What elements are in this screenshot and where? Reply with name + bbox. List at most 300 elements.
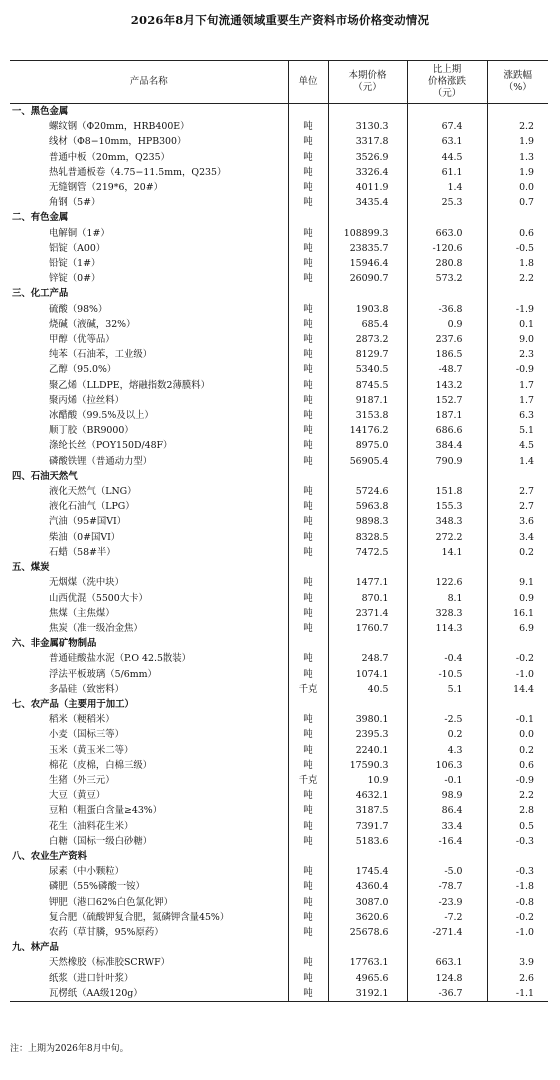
percent-cell: -0.8 xyxy=(487,895,548,910)
table-row xyxy=(10,119,548,134)
category-row xyxy=(10,697,548,712)
product-name: 棉花（皮棉，白棉三级） xyxy=(49,759,153,771)
empty-cell xyxy=(487,286,548,301)
price-cell: 1074.1 xyxy=(328,667,407,682)
unit-cell: 吨 xyxy=(288,895,328,910)
empty-cell xyxy=(487,940,548,955)
change-cell: -7.2 xyxy=(407,910,487,925)
table-row xyxy=(10,743,548,758)
price-cell: 1477.1 xyxy=(328,575,407,590)
percent-cell: 5.1 xyxy=(487,423,548,438)
product-name: 白糖（国标一级白砂糖） xyxy=(49,835,153,847)
percent-cell: 9.0 xyxy=(487,332,548,347)
table-row xyxy=(10,621,548,636)
percent-cell: 0.0 xyxy=(487,727,548,742)
product-name: 线材（Φ8−10mm，HPB300） xyxy=(49,136,187,148)
empty-cell xyxy=(487,104,548,120)
price-cell: 3435.4 xyxy=(328,195,407,210)
change-cell: -271.4 xyxy=(407,925,487,940)
category-name: 七、农产品（主要用于加工） xyxy=(12,698,134,710)
empty-cell xyxy=(288,469,328,484)
percent-cell: 2.8 xyxy=(487,803,548,818)
category-name: 二、有色金属 xyxy=(12,212,69,224)
price-cell: 3153.8 xyxy=(328,408,407,423)
price-table xyxy=(10,60,548,1002)
product-name: 液化石油气（LPG） xyxy=(49,501,135,513)
empty-cell xyxy=(407,697,487,712)
empty-cell xyxy=(487,210,548,225)
category-name: 五、煤炭 xyxy=(12,562,50,574)
price-cell: 8328.5 xyxy=(328,530,407,545)
table-row xyxy=(10,332,548,347)
percent-cell: 3.9 xyxy=(487,955,548,970)
price-cell: 7391.7 xyxy=(328,819,407,834)
category-name: 四、石油天然气 xyxy=(12,470,78,482)
price-cell: 2371.4 xyxy=(328,606,407,621)
table-row xyxy=(10,910,548,925)
change-cell: -36.8 xyxy=(407,302,487,317)
change-cell: 348.3 xyxy=(407,514,487,529)
change-cell: 98.9 xyxy=(407,788,487,803)
product-name: 硫酸（98%） xyxy=(49,303,108,315)
percent-cell: 0.0 xyxy=(487,180,548,195)
product-name: 涤纶长丝（POY150D/48F） xyxy=(49,440,173,452)
percent-cell: -0.9 xyxy=(487,773,548,788)
percent-cell: 0.5 xyxy=(487,819,548,834)
empty-cell xyxy=(288,560,328,575)
table-header-row xyxy=(10,61,548,104)
change-cell: 0.2 xyxy=(407,727,487,742)
table-row xyxy=(10,819,548,834)
price-cell: 248.7 xyxy=(328,651,407,666)
percent-cell: -1.1 xyxy=(487,986,548,1002)
percent-cell: 2.7 xyxy=(487,499,548,514)
price-cell: 26090.7 xyxy=(328,271,407,286)
unit-cell: 吨 xyxy=(288,575,328,590)
product-name: 玉米（黄玉米二等） xyxy=(49,744,134,756)
table-row xyxy=(10,606,548,621)
category-row xyxy=(10,469,548,484)
empty-cell xyxy=(407,286,487,301)
table-row xyxy=(10,484,548,499)
table-row xyxy=(10,226,548,241)
change-cell: 8.1 xyxy=(407,591,487,606)
page-title: 2026年8月下旬流通领域重要生产资料市场价格变动情况 xyxy=(130,13,430,27)
price-cell: 15946.4 xyxy=(328,256,407,271)
header-price-change: 比上期 价格涨跌 （元） xyxy=(407,61,487,104)
change-cell: 663.0 xyxy=(407,226,487,241)
percent-cell: -0.3 xyxy=(487,834,548,849)
change-cell: 143.2 xyxy=(407,378,487,393)
unit-cell: 吨 xyxy=(288,195,328,210)
price-cell: 14176.2 xyxy=(328,423,407,438)
change-cell: 152.7 xyxy=(407,393,487,408)
price-cell: 17763.1 xyxy=(328,955,407,970)
product-name: 无缝钢管（219*6，20#） xyxy=(49,182,163,194)
price-cell: 10.9 xyxy=(328,773,407,788)
change-cell: 384.4 xyxy=(407,438,487,453)
product-name: 大豆（黄豆） xyxy=(49,790,106,802)
price-cell: 23835.7 xyxy=(328,241,407,256)
table-row xyxy=(10,514,548,529)
percent-cell: 1.3 xyxy=(487,150,548,165)
price-cell: 3192.1 xyxy=(328,986,407,1002)
price-cell: 5724.6 xyxy=(328,484,407,499)
unit-cell: 吨 xyxy=(288,332,328,347)
change-cell: 280.8 xyxy=(407,256,487,271)
product-name: 稻米（粳稻米） xyxy=(49,714,115,726)
percent-cell: 0.1 xyxy=(487,317,548,332)
category-row xyxy=(10,286,548,301)
price-cell: 25678.6 xyxy=(328,925,407,940)
percent-cell: 6.3 xyxy=(487,408,548,423)
unit-cell: 吨 xyxy=(288,119,328,134)
product-name: 顺丁胶（BR9000） xyxy=(49,425,134,437)
header-change-percent: 涨跌幅 （%） xyxy=(487,61,548,104)
change-cell: -10.5 xyxy=(407,667,487,682)
change-cell: -120.6 xyxy=(407,241,487,256)
percent-cell: 1.7 xyxy=(487,393,548,408)
change-cell: 790.9 xyxy=(407,454,487,469)
unit-cell: 吨 xyxy=(288,743,328,758)
product-name: 普通硅酸盐水泥（P.O 42.5散装） xyxy=(49,653,192,665)
empty-cell xyxy=(407,849,487,864)
product-name: 多晶硅（致密料） xyxy=(49,683,125,695)
table-row xyxy=(10,438,548,453)
percent-cell: 0.6 xyxy=(487,758,548,773)
price-cell: 5340.5 xyxy=(328,362,407,377)
unit-cell: 吨 xyxy=(288,454,328,469)
price-cell: 3526.9 xyxy=(328,150,407,165)
percent-cell: 3.6 xyxy=(487,514,548,529)
table-row xyxy=(10,651,548,666)
table-row xyxy=(10,667,548,682)
unit-cell: 吨 xyxy=(288,727,328,742)
change-cell: 237.6 xyxy=(407,332,487,347)
price-cell: 8975.0 xyxy=(328,438,407,453)
percent-cell: 0.2 xyxy=(487,743,548,758)
unit-cell: 吨 xyxy=(288,910,328,925)
table-row xyxy=(10,925,548,940)
table-row xyxy=(10,378,548,393)
table-row xyxy=(10,575,548,590)
change-cell: 25.3 xyxy=(407,195,487,210)
price-cell: 9187.1 xyxy=(328,393,407,408)
price-cell: 1903.8 xyxy=(328,302,407,317)
unit-cell: 吨 xyxy=(288,241,328,256)
unit-cell: 千克 xyxy=(288,773,328,788)
table-row xyxy=(10,955,548,970)
header-unit: 单位 xyxy=(288,61,328,104)
percent-cell: 1.9 xyxy=(487,165,548,180)
unit-cell: 吨 xyxy=(288,423,328,438)
table-row xyxy=(10,727,548,742)
product-name: 瓦楞纸（AA级120g） xyxy=(10,986,288,1002)
unit-cell: 吨 xyxy=(288,758,328,773)
price-cell: 17590.3 xyxy=(328,758,407,773)
product-name: 纸浆（进口针叶浆） xyxy=(49,972,134,984)
product-name: 锌锭（0#） xyxy=(49,273,101,285)
category-row xyxy=(10,210,548,225)
price-cell: 3326.4 xyxy=(328,165,407,180)
empty-cell xyxy=(407,560,487,575)
empty-cell xyxy=(328,104,407,120)
unit-cell: 吨 xyxy=(288,150,328,165)
unit-cell: 吨 xyxy=(288,484,328,499)
product-name: 小麦（国标三等） xyxy=(49,729,125,741)
unit-cell: 吨 xyxy=(288,393,328,408)
header-product-name: 产品名称 xyxy=(10,61,288,104)
change-cell: 573.2 xyxy=(407,271,487,286)
product-name: 聚丙烯（拉丝料） xyxy=(49,394,125,406)
change-cell: 114.3 xyxy=(407,621,487,636)
empty-cell xyxy=(407,940,487,955)
product-name: 角钢（5#） xyxy=(49,197,101,209)
product-name: 柴油（0#国VI） xyxy=(49,531,121,543)
empty-cell xyxy=(288,636,328,651)
table-row xyxy=(10,591,548,606)
table-row xyxy=(10,971,548,986)
percent-cell: 4.5 xyxy=(487,438,548,453)
category-name: 三、化工产品 xyxy=(12,288,69,300)
table-row xyxy=(10,454,548,469)
unit-cell: 吨 xyxy=(288,864,328,879)
price-cell: 2395.3 xyxy=(328,727,407,742)
table-row xyxy=(10,317,548,332)
change-cell: 151.8 xyxy=(407,484,487,499)
percent-cell: -1.9 xyxy=(487,302,548,317)
unit-cell: 吨 xyxy=(288,955,328,970)
price-cell: 4632.1 xyxy=(328,788,407,803)
percent-cell: 0.6 xyxy=(487,226,548,241)
empty-cell xyxy=(487,697,548,712)
table-row xyxy=(10,682,548,697)
price-cell: 1745.4 xyxy=(328,864,407,879)
empty-cell xyxy=(487,560,548,575)
empty-cell xyxy=(328,469,407,484)
product-name: 石蜡（58#半） xyxy=(49,546,116,558)
change-cell: -23.9 xyxy=(407,895,487,910)
product-name: 烧碱（液碱，32%） xyxy=(49,318,136,330)
change-cell: 14.1 xyxy=(407,545,487,560)
category-row xyxy=(10,940,548,955)
unit-cell: 吨 xyxy=(288,165,328,180)
percent-cell: 0.9 xyxy=(487,591,548,606)
change-cell: 686.6 xyxy=(407,423,487,438)
empty-cell xyxy=(487,469,548,484)
unit-cell: 吨 xyxy=(288,834,328,849)
change-cell: 5.1 xyxy=(407,682,487,697)
percent-cell: -0.3 xyxy=(487,864,548,879)
product-name: 乙醇（95.0%） xyxy=(49,364,117,376)
change-cell: 187.1 xyxy=(407,408,487,423)
empty-cell xyxy=(487,636,548,651)
change-cell: 186.5 xyxy=(407,347,487,362)
percent-cell: 1.4 xyxy=(487,454,548,469)
percent-cell: -0.2 xyxy=(487,651,548,666)
product-name: 尿素（中小颗粒） xyxy=(49,866,125,878)
table-row xyxy=(10,302,548,317)
table-row xyxy=(10,773,548,788)
unit-cell: 吨 xyxy=(288,180,328,195)
product-name: 普通中板（20mm，Q235） xyxy=(49,151,170,163)
table-row xyxy=(10,499,548,514)
product-name: 甲醇（优等品） xyxy=(49,334,115,346)
change-cell: 272.2 xyxy=(407,530,487,545)
empty-cell xyxy=(288,849,328,864)
price-cell: 5963.8 xyxy=(328,499,407,514)
table-row xyxy=(10,986,548,1002)
table-body xyxy=(10,104,548,1002)
change-cell: 155.3 xyxy=(407,499,487,514)
price-cell: 9898.3 xyxy=(328,514,407,529)
empty-cell xyxy=(328,286,407,301)
category-row xyxy=(10,849,548,864)
change-cell: 67.4 xyxy=(407,119,487,134)
unit-cell: 吨 xyxy=(288,362,328,377)
price-cell: 3620.6 xyxy=(328,910,407,925)
table-row xyxy=(10,347,548,362)
product-name: 复合肥（硫酸钾复合肥，氮磷钾含量45%） xyxy=(49,911,230,923)
percent-cell: 2.2 xyxy=(487,788,548,803)
unit-cell: 吨 xyxy=(288,803,328,818)
unit-cell: 吨 xyxy=(288,712,328,727)
unit-cell: 吨 xyxy=(288,530,328,545)
empty-cell xyxy=(328,697,407,712)
change-cell: 124.8 xyxy=(407,971,487,986)
unit-cell: 吨 xyxy=(288,408,328,423)
table-row xyxy=(10,150,548,165)
product-name: 螺纹钢（Φ20mm，HRB400E） xyxy=(49,121,190,133)
price-cell: 3317.8 xyxy=(328,134,407,149)
percent-cell: -1.8 xyxy=(487,879,548,894)
table-row xyxy=(10,362,548,377)
empty-cell xyxy=(407,469,487,484)
empty-cell xyxy=(328,636,407,651)
table-row xyxy=(10,788,548,803)
unit-cell: 千克 xyxy=(288,682,328,697)
product-name: 纯苯（石油苯，工业级） xyxy=(49,349,153,361)
product-name: 浮法平板玻璃（5/6mm） xyxy=(49,668,157,680)
product-name: 钾肥（港口62%白色氯化钾） xyxy=(49,896,173,908)
price-cell: 3980.1 xyxy=(328,712,407,727)
product-name: 磷肥（55%磷酸一铵） xyxy=(49,881,145,893)
percent-cell: -0.1 xyxy=(487,712,548,727)
price-cell: 3087.0 xyxy=(328,895,407,910)
product-name: 山西优混（5500大卡） xyxy=(49,592,148,604)
unit-cell: 吨 xyxy=(288,302,328,317)
percent-cell: 1.8 xyxy=(487,256,548,271)
unit-cell: 吨 xyxy=(288,347,328,362)
unit-cell: 吨 xyxy=(288,788,328,803)
category-row xyxy=(10,636,548,651)
price-cell: 8745.5 xyxy=(328,378,407,393)
percent-cell: 2.3 xyxy=(487,347,548,362)
table-row xyxy=(10,180,548,195)
footnote: 注：上期为2026年8月中旬。 xyxy=(10,1044,129,1054)
percent-cell: -0.5 xyxy=(487,241,548,256)
percent-cell: -0.9 xyxy=(487,362,548,377)
category-name: 一、黑色金属 xyxy=(12,106,69,117)
header-current-price: 本期价格 （元） xyxy=(328,61,407,104)
change-cell: 663.1 xyxy=(407,955,487,970)
category-name: 九、林产品 xyxy=(12,942,59,954)
price-cell: 4011.9 xyxy=(328,180,407,195)
price-cell: 8129.7 xyxy=(328,347,407,362)
price-cell: 870.1 xyxy=(328,591,407,606)
price-cell: 5183.6 xyxy=(328,834,407,849)
change-cell: 122.6 xyxy=(407,575,487,590)
table-row xyxy=(10,895,548,910)
change-cell: -0.1 xyxy=(407,773,487,788)
product-name: 热轧普通板卷（4.75−11.5mm，Q235） xyxy=(49,166,227,178)
category-name: 六、非金属矿物制品 xyxy=(12,638,97,650)
change-cell: -2.5 xyxy=(407,712,487,727)
percent-cell: 2.2 xyxy=(487,119,548,134)
table-row xyxy=(10,408,548,423)
unit-cell: 吨 xyxy=(288,271,328,286)
change-cell: 86.4 xyxy=(407,803,487,818)
table-row xyxy=(10,165,548,180)
table-row xyxy=(10,864,548,879)
empty-cell xyxy=(328,210,407,225)
change-cell: 106.3 xyxy=(407,758,487,773)
percent-cell: 2.7 xyxy=(487,484,548,499)
change-cell: 328.3 xyxy=(407,606,487,621)
table-row xyxy=(10,803,548,818)
product-name: 聚乙烯（LLDPE，熔融指数2薄膜料） xyxy=(49,379,210,391)
empty-cell xyxy=(288,286,328,301)
table-row xyxy=(10,241,548,256)
change-cell: 1.4 xyxy=(407,180,487,195)
product-name: 农药（草甘膦，95%原药） xyxy=(49,926,164,938)
percent-cell: 14.4 xyxy=(487,682,548,697)
table-row xyxy=(10,393,548,408)
product-name: 豆粕（粗蛋白含量≥43%） xyxy=(49,805,163,817)
unit-cell: 吨 xyxy=(288,651,328,666)
change-cell: 44.5 xyxy=(407,150,487,165)
percent-cell: 0.7 xyxy=(487,195,548,210)
unit-cell: 吨 xyxy=(288,819,328,834)
price-cell: 4360.4 xyxy=(328,879,407,894)
unit-cell: 吨 xyxy=(288,986,328,1002)
percent-cell: 2.2 xyxy=(487,271,548,286)
unit-cell: 吨 xyxy=(288,134,328,149)
price-cell: 4965.6 xyxy=(328,971,407,986)
price-cell: 56905.4 xyxy=(328,454,407,469)
percent-cell: -1.0 xyxy=(487,925,548,940)
product-name: 无烟煤（洗中块） xyxy=(49,577,125,589)
price-cell: 7472.5 xyxy=(328,545,407,560)
product-name: 焦煤（主焦煤） xyxy=(49,607,115,619)
percent-cell: 1.9 xyxy=(487,134,548,149)
empty-cell xyxy=(487,849,548,864)
change-cell: 61.1 xyxy=(407,165,487,180)
price-cell: 40.5 xyxy=(328,682,407,697)
unit-cell: 吨 xyxy=(288,667,328,682)
product-name: 生猪（外三元） xyxy=(49,774,115,786)
empty-cell xyxy=(328,849,407,864)
percent-cell: -0.2 xyxy=(487,910,548,925)
product-name: 铅锭（1#） xyxy=(49,258,101,270)
change-cell: -48.7 xyxy=(407,362,487,377)
unit-cell: 吨 xyxy=(288,879,328,894)
empty-cell xyxy=(288,104,328,120)
percent-cell: 6.9 xyxy=(487,621,548,636)
price-cell: 2240.1 xyxy=(328,743,407,758)
percent-cell: 9.1 xyxy=(487,575,548,590)
product-name: 天然橡胶（标准胶SCRWF） xyxy=(49,957,170,969)
